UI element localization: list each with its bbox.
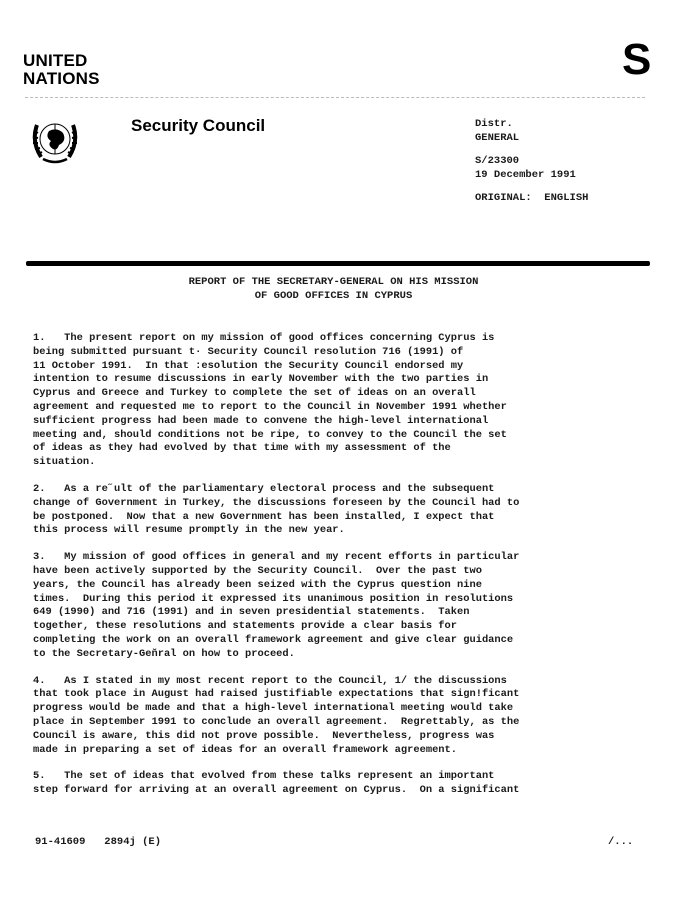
paragraph-line: times. During this period it expressed its unanimous position in resolutions [33,592,514,605]
paragraph-line: be postponed. Now that a new Government has been installed, I expect that [33,510,495,523]
paragraph-2 [33,483,653,538]
paragraph-5 [33,770,653,798]
report-body [33,332,653,811]
paragraph-line: together, these resolutions and statements provide a clear basis for [33,620,458,633]
paragraph-line: place in September 1991 to conclude an overall agreement. Regrettably, as the [33,715,520,728]
paragraph-line: completing the work on an overall framework agreement and give clear guidance [33,633,514,646]
paragraph-line: situation. [33,456,96,469]
paragraph-line: that took place in August had raised justifiable expectations that sign!ficant [33,688,520,701]
job-number: 91-41609 2894j (E) [35,836,162,848]
document-date: 19 December 1991 [475,169,576,181]
paragraph-line: agreement and requested me to report to the Council in November 1991 whether [33,400,507,413]
paragraph-3 [33,551,653,661]
paragraph-line: to the Secretary-Gen̆rаl on how to proceed. [33,647,295,660]
paragraph-line: sufficient progress had been made to convene the high-level international [33,414,489,427]
paragraph-line: made in preparing a set of ideas for an overall framework agreement. [33,743,458,756]
organ-symbol: S [622,35,652,84]
document-symbol: S/23300 [475,155,520,167]
council-name: Security Council [131,116,266,135]
paragraph-line: of ideas as they had evolved by that time with my assessment of the [33,442,451,455]
organization-name [23,52,100,88]
title-divider [26,261,650,266]
paragraph-line: this process will resume promptly in the new year. [33,524,345,537]
continued-marker: /... [608,836,634,848]
header-divider [25,97,645,98]
document-metadata [475,117,588,205]
paragraph-line: Cyprus and Greece and Turkey to complete the set of ideas on an overall [33,387,476,400]
paragraph-line: 1. The present report on my mission of good offices concerning Cyprus is [33,332,495,344]
paragraph-line: 3. My mission of good offices in general and my recent efforts in particular [33,551,520,564]
paragraph-line: 11 October 1991. In that :esolution the Security Council endorsed my [33,359,464,372]
un-emblem-icon [27,115,83,167]
paragraph-line: years, the Council has already been seized with the Cyprus question nine [33,578,482,591]
paragraph-line: 4. As I stated in my most recent report to the Council, 1/ the discussions [33,674,507,687]
title-line-1: REPORT OF THE SECRETARY-GENERAL ON HIS MISSION [188,276,479,288]
paragraph-1 [33,332,653,470]
paragraph-4 [33,675,653,758]
paragraph-line: being submitted pursuant t· Security Council resolution 716 (1991) of [33,345,464,358]
paragraph-line: change of Government in Turkey, the discussions foreseen by the Council had to [33,496,520,509]
paragraph-line: 5. The set of ideas that evolved from these talks represent an important [33,770,495,783]
paragraph-line: 2. As a re˝ult of the parliamentary electoral process and the subsequent [33,482,495,495]
title-line-2: OF GOOD OFFICES IN CYPRUS [254,290,413,302]
org-line-1: UNITED [23,51,88,70]
distribution-label: Distr. [475,118,513,130]
paragraph-line: 649 (1990) and 716 (1991) and in seven presidential statements. Taken [33,606,470,619]
org-line-2: NATIONS [23,69,100,88]
paragraph-line: progress would be made and that a high-level international meeting would take [33,702,514,715]
paragraph-line: Council is aware, this did not prove possible. Nevertheless, progress was [33,729,495,742]
paragraph-line: step forward for arriving at an overall agreement on Cyprus. On a significant [33,784,520,797]
distribution-value: GENERAL [475,132,520,144]
original-language: ORIGINAL: ENGLISH [475,192,589,204]
paragraph-line: intention to resume discussions in early November with the two parties in [33,373,489,386]
paragraph-line: meeting and, should conditions not be ripe, to convey to the Council the set [33,428,507,441]
report-title [0,275,675,303]
paragraph-line: have been actively supported by the Security Council. Over the past two [33,564,482,577]
